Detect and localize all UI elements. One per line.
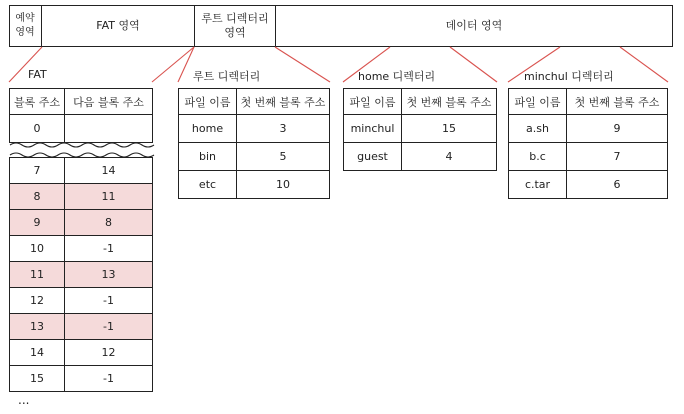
fat-row-addr: 15 — [10, 366, 65, 392]
fat-area: FAT 영역 — [96, 19, 140, 32]
minchul-first-block: 7 — [567, 143, 668, 171]
table-row — [179, 171, 330, 199]
fat-row-next: -1 — [65, 314, 153, 340]
root-header-name: 파일 이름 — [179, 89, 237, 115]
table-row — [179, 115, 330, 143]
fat-row-next: 11 — [65, 184, 153, 210]
fat-row-next: -1 — [65, 236, 153, 262]
home-file-name: guest — [344, 143, 402, 171]
fat-title: FAT — [28, 68, 47, 81]
table-row — [10, 210, 153, 236]
fat-row-addr: 12 — [10, 288, 65, 314]
data-area: 데이터 영역 — [445, 19, 503, 32]
fat-row-addr: 0 — [10, 115, 65, 143]
fat-row-next: 13 — [65, 262, 153, 288]
fat-row-addr: 9 — [10, 210, 65, 236]
table-row — [10, 340, 153, 366]
table-row — [344, 115, 497, 143]
table-row — [10, 288, 153, 314]
minchul-header-name: 파일 이름 — [509, 89, 567, 115]
home-dir-table — [343, 88, 497, 171]
fat-row-addr: 10 — [10, 236, 65, 262]
minchul-file-name: b.c — [509, 143, 567, 171]
minchul-first-block: 6 — [567, 171, 668, 199]
home-header-block: 첫 번째 블록 주소 — [402, 89, 497, 115]
home-first-block: 15 — [402, 115, 497, 143]
root-directory-area: 루트 디렉터리 영역 — [201, 12, 269, 39]
minchul-dir-table — [508, 88, 668, 199]
root-file-name: home — [179, 115, 237, 143]
fat-row-addr: 8 — [10, 184, 65, 210]
root-first-block: 10 — [237, 171, 330, 199]
root-first-block: 5 — [237, 143, 330, 171]
table-row — [10, 236, 153, 262]
fat-header-addr: 블록 주소 — [10, 89, 65, 115]
table-row — [509, 143, 668, 171]
table-row — [10, 262, 153, 288]
fat-table-head — [9, 88, 153, 143]
reserved-area: 예약 영역 — [15, 13, 35, 38]
fat-row-addr: 14 — [10, 340, 65, 366]
fat-row-next — [65, 115, 153, 143]
minchul-file-name: a.sh — [509, 115, 567, 143]
fat-row-next: -1 — [65, 288, 153, 314]
minchul-first-block: 9 — [567, 115, 668, 143]
table-row — [509, 115, 668, 143]
fat-row-next: 12 — [65, 340, 153, 366]
root-dir-table — [178, 88, 330, 199]
fat-row-addr: 11 — [10, 262, 65, 288]
fat-row-addr: 7 — [10, 158, 65, 184]
table-row — [10, 184, 153, 210]
home-header-name: 파일 이름 — [344, 89, 402, 115]
table-row — [509, 171, 668, 199]
home-dir-title: home 디렉터리 — [358, 70, 436, 83]
root-header-block: 첫 번째 블록 주소 — [237, 89, 330, 115]
table-row — [10, 314, 153, 340]
table-row — [179, 143, 330, 171]
root-dir-title: 루트 디렉터리 — [193, 70, 261, 83]
fat-row-next: 8 — [65, 210, 153, 236]
fat-ellipsis: ... — [18, 393, 30, 407]
fat-row-next: 14 — [65, 158, 153, 184]
fat-row-addr: 13 — [10, 314, 65, 340]
root-first-block: 3 — [237, 115, 330, 143]
minchul-dir-title: minchul 디렉터리 — [524, 70, 614, 83]
root-file-name: bin — [179, 143, 237, 171]
minchul-header-block: 첫 번째 블록 주소 — [567, 89, 668, 115]
table-row — [10, 158, 153, 184]
table-row — [344, 143, 497, 171]
fat-table-body — [9, 157, 153, 392]
home-first-block: 4 — [402, 143, 497, 171]
table-row — [10, 366, 153, 392]
root-file-name: etc — [179, 171, 237, 199]
fat-row-next: -1 — [65, 366, 153, 392]
home-file-name: minchul — [344, 115, 402, 143]
fat-header-next: 다음 블록 주소 — [65, 89, 153, 115]
minchul-file-name: c.tar — [509, 171, 567, 199]
